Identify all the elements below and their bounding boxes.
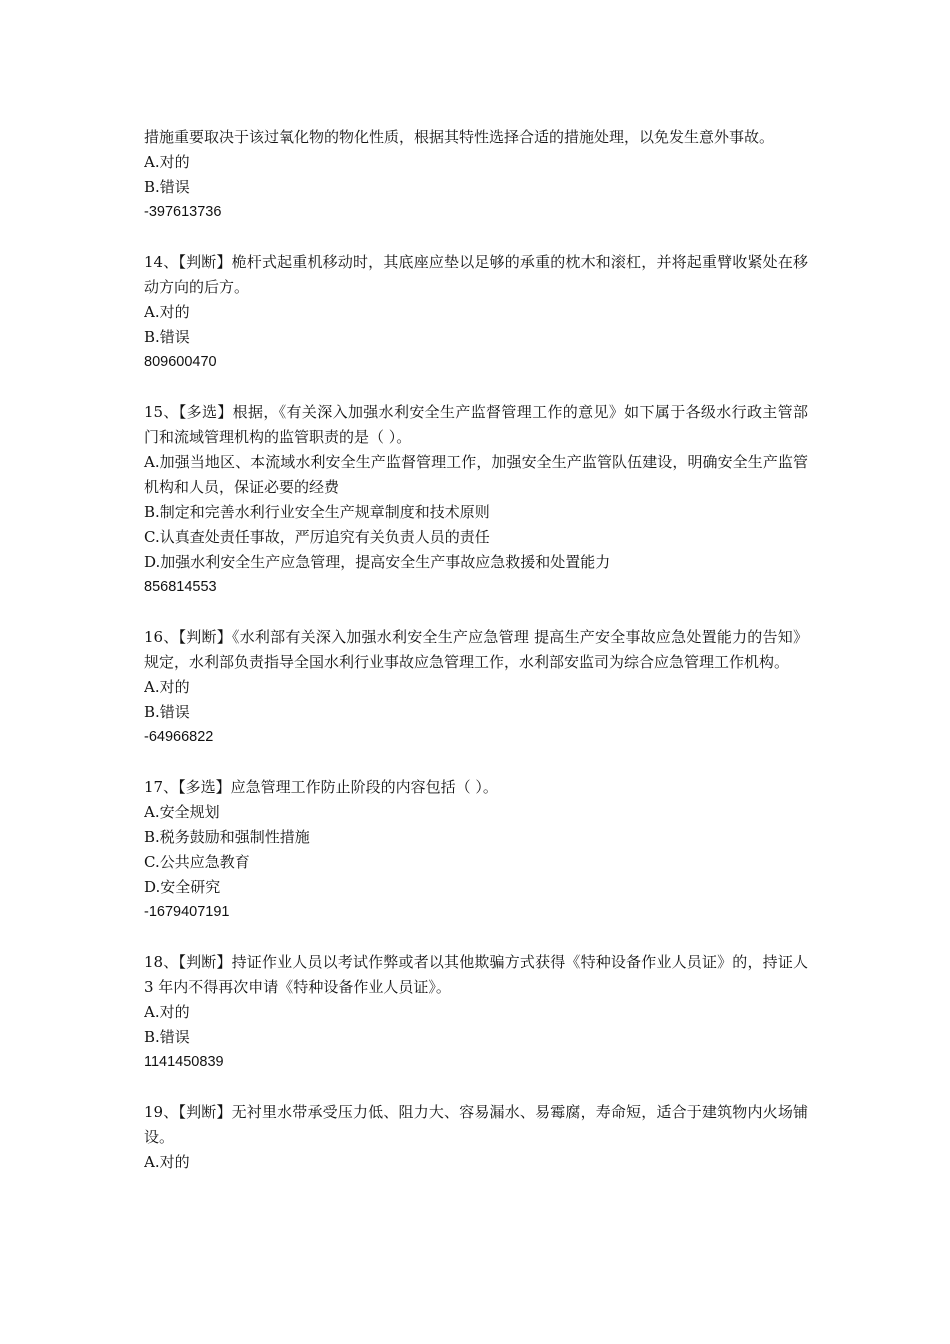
option: A.加强当地区、本流域水利安全生产监督管理工作，加强安全生产监管队伍建设，明确安全生产监管机构和人员，保证必要的经费 [144,453,808,496]
question-code: -397613736 [144,204,222,220]
question-19 [144,1100,808,1175]
document-body [144,125,808,1175]
question-15 [144,400,808,600]
question-stem: 措施重要取决于该过氧化物的物化性质，根据其特性选择合适的措施处理，以免发生意外事故。 [144,128,775,146]
question-18 [144,950,808,1075]
option: D.加强水利安全生产应急管理，提高安全生产事故应急救援和处置能力 [144,553,611,571]
question-stem: 19、【判断】无衬里水带承受压力低、阻力大、容易漏水、易霉腐，寿命短，适合于建筑物内火场铺设。 [144,1103,808,1146]
question-stem: 18、【判断】持证作业人员以考试作弊或者以其他欺骗方式获得《特种设备作业人员证》的，持证人 3 年内不得再次申请《特种设备作业人员证》。 [144,953,808,996]
question-code: 1141450839 [144,1054,224,1070]
option: C.公共应急教育 [144,853,250,871]
question-16 [144,625,808,750]
spacer [144,225,808,250]
question-stem: 14、【判断】桅杆式起重机移动时，其底座应垫以足够的承重的枕木和滚杠，并将起重臂收紧处在移动方向的后方。 [144,253,808,296]
option: A.对的 [144,1153,190,1171]
spacer [144,1075,808,1100]
option: B.错误 [144,703,190,721]
question-17 [144,775,808,925]
option: B.错误 [144,178,190,196]
option: D.安全研究 [144,878,221,896]
question-stem: 16、【判断】《水利部有关深入加强水利安全生产应急管理 提高生产安全事故应急处置能力的告知》规定，水利部负责指导全国水利行业事故应急管理工作，水利部安监司为综合应急管理工作机构。 [144,628,808,671]
option: B.税务鼓励和强制性措施 [144,828,310,846]
question-fragment [144,125,808,225]
option: B.制定和完善水利行业安全生产规章制度和技术原则 [144,503,490,521]
question-code: 856814553 [144,579,217,595]
question-code: -1679407191 [144,904,230,920]
spacer [144,375,808,400]
option: A.对的 [144,303,190,321]
option: A.对的 [144,1003,190,1021]
option: A.对的 [144,678,190,696]
option: A.对的 [144,153,190,171]
option: A.安全规划 [144,803,220,821]
question-code: 809600470 [144,354,217,370]
question-code: -64966822 [144,729,214,745]
spacer [144,750,808,775]
spacer [144,925,808,950]
option: B.错误 [144,1028,190,1046]
question-14 [144,250,808,375]
question-stem: 17、【多选】应急管理工作防止阶段的内容包括（ ）。 [144,778,498,796]
question-stem: 15、【多选】根据，《有关深入加强水利安全生产监督管理工作的意见》如下属于各级水行政主管部门和流域管理机构的监管职责的是（ ）。 [144,403,808,446]
spacer [144,600,808,625]
option: B.错误 [144,328,190,346]
option: C.认真查处责任事故，严厉追究有关负责人员的责任 [144,528,490,546]
